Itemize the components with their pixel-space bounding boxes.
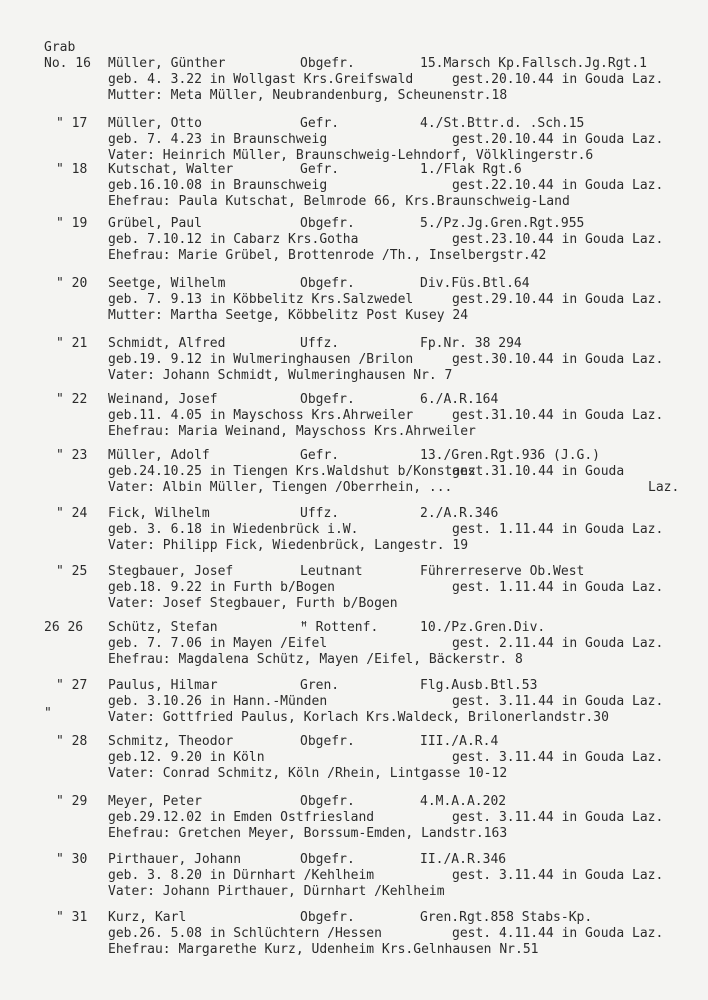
death-info: gest. 3.11.44 in Gouda Laz. xyxy=(452,868,664,883)
death-info: gest.20.10.44 in Gouda Laz. xyxy=(452,132,664,147)
grave-number: 26 26 xyxy=(44,620,84,635)
rank: Obgefr. xyxy=(300,216,355,231)
grave-entry xyxy=(0,564,708,620)
grave-entry xyxy=(0,734,708,790)
military-unit: II./A.R.346 xyxy=(420,852,507,867)
rank: Uffz. xyxy=(300,336,340,351)
grave-number: " 25 xyxy=(56,564,88,579)
military-unit: 6./A.R.164 xyxy=(420,392,499,407)
birth-info: geb. 7.10.12 in Cabarz Krs.Gotha xyxy=(108,232,359,247)
soldier-name: Kurz, Karl xyxy=(108,910,187,925)
grave-entry xyxy=(0,336,708,392)
birth-info: geb.29.12.02 in Emden Ostfriesland xyxy=(108,810,375,825)
grave-entry xyxy=(0,216,708,272)
military-unit: 15.Marsch Kp.Fallsch.Jg.Rgt.1 xyxy=(420,56,647,71)
birth-info: geb. 7. 4.23 in Braunschweig xyxy=(108,132,328,147)
grave-number: " 19 xyxy=(56,216,88,231)
soldier-name: Paulus, Hilmar xyxy=(108,678,218,693)
rank: Obgefr. xyxy=(300,392,355,407)
birth-info: geb. 7. 9.13 in Köbbelitz Krs.Salzwedel xyxy=(108,292,414,307)
next-of-kin: Vater: Gottfried Paulus, Korlach Krs.Waldeck, Brilonerlandstr.30 xyxy=(108,710,609,725)
grave-number: " 17 xyxy=(56,116,88,131)
grave-number: " 24 xyxy=(56,506,88,521)
birth-info: geb.24.10.25 in Tiengen Krs.Waldshut b/Konstanz xyxy=(108,464,476,479)
grave-entry xyxy=(0,162,708,218)
death-info: gest.31.10.44 in Gouda xyxy=(452,464,625,479)
death-info: gest.20.10.44 in Gouda Laz. xyxy=(452,72,664,87)
soldier-name: Stegbauer, Josef xyxy=(108,564,234,579)
rank: Obgefr. xyxy=(300,852,355,867)
grave-entry xyxy=(0,506,708,562)
death-info: gest. 1.11.44 in Gouda Laz. xyxy=(452,522,664,537)
rank: Gefr. xyxy=(300,116,340,131)
grave-number: No. 16 xyxy=(44,56,91,71)
next-of-kin: Vater: Conrad Schmitz, Köln /Rhein, Lintgasse 10-12 xyxy=(108,766,508,781)
death-info: gest.22.10.44 in Gouda Laz. xyxy=(452,178,664,193)
military-unit: 10./Pz.Gren.Div. xyxy=(420,620,546,635)
rank: Obgefr. xyxy=(300,56,355,71)
grave-entry xyxy=(0,794,708,850)
death-info: gest. 4.11.44 in Gouda Laz. xyxy=(452,926,664,941)
next-of-kin: Ehefrau: Marie Grübel, Brottenrode /Th., Inselbergstr.42 xyxy=(108,248,547,263)
military-unit: 13./Gren.Rgt.936 (J.G.) xyxy=(420,448,601,463)
death-info: gest.31.10.44 in Gouda Laz. xyxy=(452,408,664,423)
birth-info: geb.26. 5.08 in Schlüchtern /Hessen xyxy=(108,926,382,941)
rank: Obgefr. xyxy=(300,276,355,291)
death-info: gest. 3.11.44 in Gouda Laz. xyxy=(452,810,664,825)
death-info: gest.23.10.44 in Gouda Laz. xyxy=(452,232,664,247)
birth-info: geb. 7. 7.06 in Mayen /Eifel xyxy=(108,636,328,651)
grave-entry xyxy=(0,392,708,448)
rank: Gefr. xyxy=(300,448,340,463)
military-unit: 4./St.Bttr.d. .Sch.15 xyxy=(420,116,585,131)
rank: Gefr. xyxy=(300,162,340,177)
military-unit: Gren.Rgt.858 Stabs-Kp. xyxy=(420,910,593,925)
grave-entry xyxy=(0,852,708,908)
military-unit: 2./A.R.346 xyxy=(420,506,499,521)
soldier-name: Müller, Günther xyxy=(108,56,226,71)
birth-info: geb.18. 9.22 in Furth b/Bogen xyxy=(108,580,335,595)
birth-info: geb.11. 4.05 in Mayschoss Krs.Ahrweiler xyxy=(108,408,414,423)
military-unit: 1./Flak Rgt.6 xyxy=(420,162,522,177)
next-of-kin: Vater: Philipp Fick, Wiedenbrück, Langestr. 19 xyxy=(108,538,469,553)
grave-number: " 29 xyxy=(56,794,88,809)
soldier-name: Weinand, Josef xyxy=(108,392,218,407)
grave-number: " 23 xyxy=(56,448,88,463)
soldier-name: Seetge, Wilhelm xyxy=(108,276,226,291)
next-of-kin: Vater: Josef Stegbauer, Furth b/Bogen xyxy=(108,596,398,611)
grave-entry xyxy=(0,56,708,112)
next-of-kin: Vater: Heinrich Müller, Braunschweig-Lehndorf, Völklingerstr.6 xyxy=(108,148,594,163)
grave-entry xyxy=(0,448,708,504)
grab-column-heading: Grab xyxy=(44,40,76,55)
next-of-kin: Ehefrau: Magdalena Schütz, Mayen /Eifel, Bäckerstr. 8 xyxy=(108,652,523,667)
grave-number-ditto: " xyxy=(44,706,52,721)
next-of-kin: Vater: Albin Müller, Tiengen /Oberrhein, ... xyxy=(108,480,453,495)
birth-info: geb.19. 9.12 in Wulmeringhausen /Brilon xyxy=(108,352,414,367)
birth-info: geb. 3.10.26 in Hann.-Münden xyxy=(108,694,328,709)
next-of-kin: Vater: Johann Pirthauer, Dürnhart /Kehlheim xyxy=(108,884,445,899)
next-of-kin: Ehefrau: Maria Weinand, Mayschoss Krs.Ahrweiler xyxy=(108,424,476,439)
military-unit: Div.Füs.Btl.64 xyxy=(420,276,530,291)
military-unit: Fp.Nr. 38 294 xyxy=(420,336,522,351)
grave-entry xyxy=(0,910,708,966)
death-info: gest.30.10.44 in Gouda Laz. xyxy=(452,352,664,367)
next-of-kin: Mutter: Meta Müller, Neubrandenburg, Scheunenstr.18 xyxy=(108,88,508,103)
rank: Obgefr. xyxy=(300,734,355,749)
grave-number: " 30 xyxy=(56,852,88,867)
next-of-kin: Ehefrau: Gretchen Meyer, Borssum-Emden, Landstr.163 xyxy=(108,826,508,841)
grave-number: " 28 xyxy=(56,734,88,749)
birth-info: geb. 3. 8.20 in Dürnhart /Kehlheim xyxy=(108,868,375,883)
death-info: gest. 1.11.44 in Gouda Laz. xyxy=(452,580,664,595)
death-info: gest. 3.11.44 in Gouda Laz. xyxy=(452,750,664,765)
grave-entry xyxy=(0,620,708,676)
grave-number: " 22 xyxy=(56,392,88,407)
soldier-name: Grübel, Paul xyxy=(108,216,202,231)
soldier-name: Fick, Wilhelm xyxy=(108,506,210,521)
soldier-name: Schütz, Stefan xyxy=(108,620,218,635)
rank: Obgefr. xyxy=(300,794,355,809)
grave-number: " 18 xyxy=(56,162,88,177)
military-unit: Flg.Ausb.Btl.53 xyxy=(420,678,538,693)
grave-number: " 31 xyxy=(56,910,88,925)
next-of-kin: Vater: Johann Schmidt, Wulmeringhausen Nr. 7 xyxy=(108,368,453,383)
soldier-name: Meyer, Peter xyxy=(108,794,202,809)
soldier-name: Müller, Otto xyxy=(108,116,202,131)
birth-info: geb. 3. 6.18 in Wiedenbrück i.W. xyxy=(108,522,359,537)
military-unit: 5./Pz.Jg.Gren.Rgt.955 xyxy=(420,216,585,231)
birth-info: geb.16.10.08 in Braunschweig xyxy=(108,178,328,193)
death-info-continued: Laz. xyxy=(648,480,680,495)
rank: Obgefr. xyxy=(300,910,355,925)
soldier-name: Müller, Adolf xyxy=(108,448,210,463)
grave-number: " 21 xyxy=(56,336,88,351)
rank: Leutnant xyxy=(300,564,363,579)
military-unit: 4.M.A.A.202 xyxy=(420,794,507,809)
birth-info: geb.12. 9.20 in Köln xyxy=(108,750,265,765)
birth-info: geb. 4. 3.22 in Wollgast Krs.Greifswald xyxy=(108,72,414,87)
soldier-name: Schmidt, Alfred xyxy=(108,336,226,351)
rank: Gren. xyxy=(300,678,340,693)
grave-number: " 27 xyxy=(56,678,88,693)
military-unit: III./A.R.4 xyxy=(420,734,499,749)
death-info: gest. 3.11.44 in Gouda Laz. xyxy=(452,694,664,709)
next-of-kin: Ehefrau: Paula Kutschat, Belmrode 66, Krs.Braunschweig-Land xyxy=(108,194,570,209)
next-of-kin: Ehefrau: Margarethe Kurz, Udenheim Krs.Gelnhausen Nr.51 xyxy=(108,942,539,957)
death-info: gest. 2.11.44 in Gouda Laz. xyxy=(452,636,664,651)
soldier-name: Pirthauer, Johann xyxy=(108,852,242,867)
grave-entry xyxy=(0,276,708,332)
rank: ꟸ Rottenf. xyxy=(300,620,379,635)
military-unit: Führerreserve Ob.West xyxy=(420,564,585,579)
next-of-kin: Mutter: Martha Seetge, Köbbelitz Post Kusey 24 xyxy=(108,308,469,323)
death-info: gest.29.10.44 in Gouda Laz. xyxy=(452,292,664,307)
soldier-name: Kutschat, Walter xyxy=(108,162,234,177)
grave-entry xyxy=(0,678,708,734)
rank: Uffz. xyxy=(300,506,340,521)
grave-number: " 20 xyxy=(56,276,88,291)
soldier-name: Schmitz, Theodor xyxy=(108,734,234,749)
